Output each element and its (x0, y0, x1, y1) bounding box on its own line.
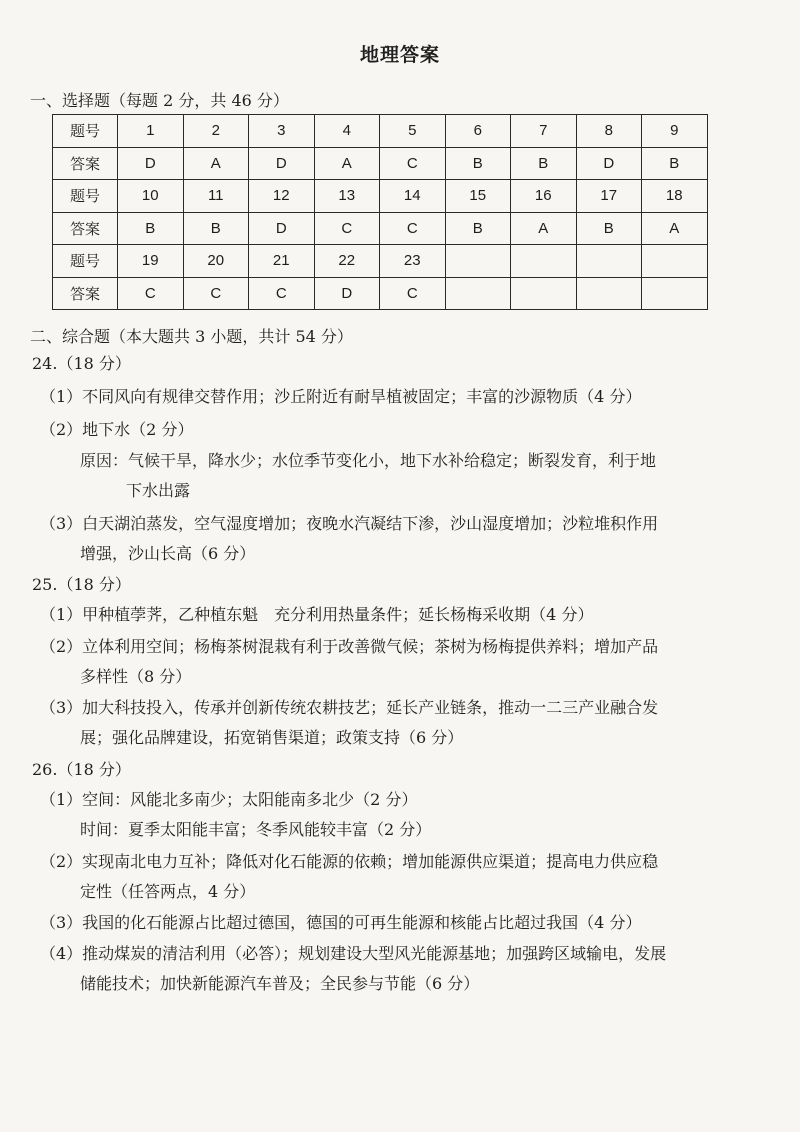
empty-cell (511, 277, 577, 310)
q26-answer-1-line2: 时间：夏季太阳能丰富；冬季风能较丰富（2 分） (80, 820, 432, 839)
answer-cell: C (380, 147, 446, 180)
question-number: 15 (445, 180, 511, 213)
q25-heading: 25.（18 分） (32, 575, 131, 594)
q26-answer-2-line2: 定性（任答两点，4 分） (80, 882, 256, 901)
q26-answer-2-line1: （2）实现南北电力互补；降低对化石能源的依赖；增加能源供应渠道；提高电力供应稳 (40, 852, 659, 871)
answer-cell: A (511, 212, 577, 245)
answer-cell: C (314, 212, 380, 245)
q25-answer-3-line1: （3）加大科技投入，传承并创新传统农耕技艺；延长产业链条，推动一二三产业融合发 (40, 698, 659, 717)
empty-cell (576, 277, 642, 310)
empty-cell (642, 277, 708, 310)
empty-cell (511, 245, 577, 278)
answer-cell: D (249, 147, 315, 180)
question-number: 8 (576, 115, 642, 148)
answer-cell: C (249, 277, 315, 310)
answer-cell: A (183, 147, 249, 180)
answer-cell: D (249, 212, 315, 245)
question-number: 7 (511, 115, 577, 148)
q26-answer-4-line2: 储能技术；加快新能源汽车普及；全民参与节能（6 分） (80, 974, 480, 993)
answer-table (52, 114, 708, 310)
table-row (53, 115, 708, 148)
q24-answer-3-line1: （3）白天湖泊蒸发，空气湿度增加；夜晚水汽凝结下渗，沙山湿度增加；沙粒堆积作用 (40, 514, 659, 533)
q25-answer-3-line2: 展；强化品牌建设，拓宽销售渠道；政策支持（6 分） (80, 728, 464, 747)
q26-answer-3: （3）我国的化石能源占比超过德国，德国的可再生能源和核能占比超过我国（4 分） (40, 913, 642, 932)
answer-cell: B (183, 212, 249, 245)
question-number: 22 (314, 245, 380, 278)
question-number: 23 (380, 245, 446, 278)
empty-cell (445, 245, 511, 278)
answer-cell: A (642, 212, 708, 245)
answer-cell: C (118, 277, 184, 310)
table-row (53, 245, 708, 278)
question-number: 2 (183, 115, 249, 148)
answer-cell: B (576, 212, 642, 245)
question-number: 9 (642, 115, 708, 148)
row-label-question: 题号 (53, 180, 118, 213)
question-number: 17 (576, 180, 642, 213)
answer-cell: D (576, 147, 642, 180)
q25-answer-2-line1: （2）立体利用空间；杨梅茶树混栽有利于改善微气候；茶树为杨梅提供养料；增加产品 (40, 637, 659, 656)
table-row (53, 277, 708, 310)
question-number: 10 (118, 180, 184, 213)
question-number: 18 (642, 180, 708, 213)
question-number: 14 (380, 180, 446, 213)
q26-answer-4-line1: （4）推动煤炭的清洁利用（必答）；规划建设大型风光能源基地；加强跨区域输电，发展 (40, 944, 667, 963)
question-number: 13 (314, 180, 380, 213)
answer-cell: A (314, 147, 380, 180)
q24-answer-2: （2）地下水（2 分） (40, 420, 194, 439)
answer-cell: B (445, 147, 511, 180)
q26-heading: 26.（18 分） (32, 760, 131, 779)
answer-cell: B (118, 212, 184, 245)
row-label-answer: 答案 (53, 277, 118, 310)
q24-heading: 24.（18 分） (32, 354, 131, 373)
question-number: 21 (249, 245, 315, 278)
answer-cell: B (511, 147, 577, 180)
row-label-question: 题号 (53, 115, 118, 148)
row-label-answer: 答案 (53, 212, 118, 245)
q24-answer-2-reason-line2: 下水出露 (126, 481, 191, 500)
empty-cell (576, 245, 642, 278)
page-title: 地理答案 (359, 44, 440, 66)
question-number: 5 (380, 115, 446, 148)
table-row (53, 180, 708, 213)
q24-answer-2-reason-line1: 原因：气候干旱，降水少；水位季节变化小，地下水补给稳定；断裂发育，利于地 (80, 451, 657, 470)
question-number: 20 (183, 245, 249, 278)
q25-answer-2-line2: 多样性（8 分） (80, 667, 192, 686)
q24-answer-1: （1）不同风向有规律交替作用；沙丘附近有耐旱植被固定；丰富的沙源物质（4 分） (40, 387, 642, 406)
answer-cell: C (183, 277, 249, 310)
empty-cell (445, 277, 511, 310)
question-number: 16 (511, 180, 577, 213)
answer-cell: B (445, 212, 511, 245)
question-number: 6 (445, 115, 511, 148)
question-number: 12 (249, 180, 315, 213)
q25-answer-1: （1）甲种植荸荠，乙种植东魁 充分利用热量条件；延长杨梅采收期（4 分） (40, 605, 594, 624)
row-label-question: 题号 (53, 245, 118, 278)
answer-cell: D (314, 277, 380, 310)
question-number: 3 (249, 115, 315, 148)
empty-cell (642, 245, 708, 278)
part1-heading: 一、选择题（每题 2 分，共 46 分） (30, 91, 289, 110)
row-label-answer: 答案 (53, 147, 118, 180)
part2-heading: 二、综合题（本大题共 3 小题，共计 54 分） (30, 327, 353, 346)
question-number: 11 (183, 180, 249, 213)
table-row (53, 147, 708, 180)
question-number: 4 (314, 115, 380, 148)
answer-cell: C (380, 277, 446, 310)
question-number: 1 (118, 115, 184, 148)
q26-answer-1-line1: （1）空间：风能北多南少；太阳能南多北少（2 分） (40, 790, 418, 809)
answer-cell: B (642, 147, 708, 180)
answer-cell: D (118, 147, 184, 180)
q24-answer-3-line2: 增强，沙山长高（6 分） (80, 544, 256, 563)
answer-cell: C (380, 212, 446, 245)
question-number: 19 (118, 245, 184, 278)
table-row (53, 212, 708, 245)
